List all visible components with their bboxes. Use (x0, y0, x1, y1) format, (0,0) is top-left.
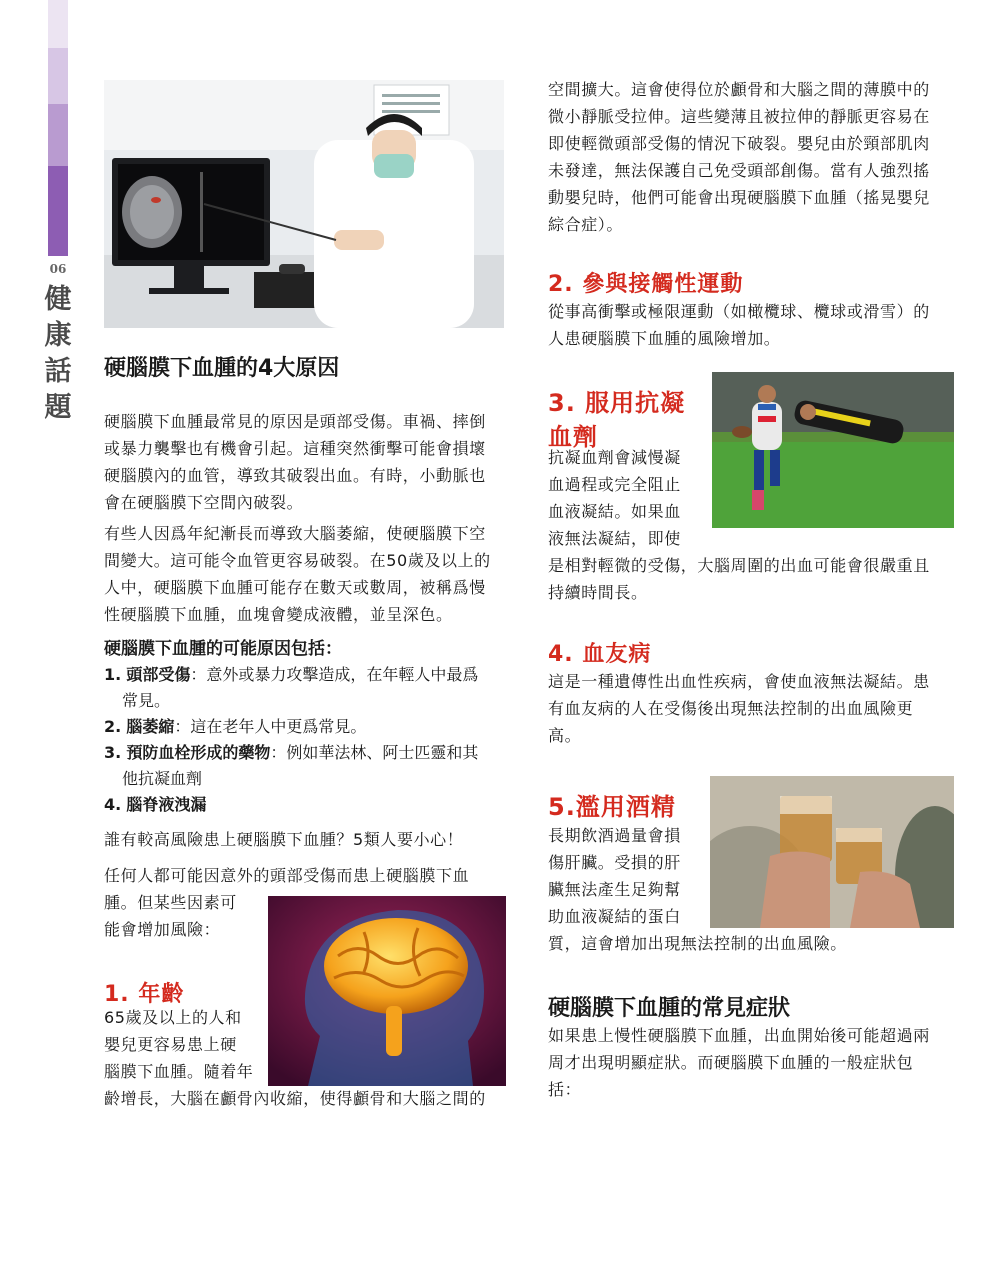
cause-item: 4. 腦脊液洩漏 (104, 795, 207, 814)
left-paragraph-2: 有些人因爲年紀漸長而導致大腦萎縮，使硬腦膜下空 間變大。這可能令血管更容易破裂。在50歲及以上的 人中，硬腦膜下血腫可能存在數天或數周，被稱爲慢 性硬腦膜下血腫，血塊會變成液體，並呈深色。 (104, 524, 491, 624)
cause-item-cont: 他抗凝血劑 (122, 769, 203, 788)
anticoag-paragraph: 抗凝血劑會減慢凝 血過程或完全阻止 血液凝結。如果血 液無法凝結，即使 是相對輕微的受傷，大腦周圍的出血可能會很嚴重且 持續時間長。 (548, 448, 930, 602)
causes-heading: 硬腦膜下血腫的可能原因包括： (104, 639, 342, 659)
risk-paragraph: 任何人都可能因意外的頭部受傷而患上硬腦膜下血 腫。但某些因素可 能會增加風險： (104, 866, 470, 939)
hemophilia-heading: 4. 血友病 (548, 642, 652, 667)
sports-paragraph: 從事高衝擊或極限運動（如橄欖球、欖球或滑雪）的 人患硬腦膜下血腫的風險增加。 (548, 302, 930, 348)
risk-question: 誰有較高風險患上硬腦膜下血腫？5類人要小心！ (104, 830, 464, 849)
symptoms-paragraph: 如果患上慢性硬腦膜下血腫，出血開始後可能超過兩 周才出現明顯症狀。而硬腦膜下血腫的一般症狀包 括： (548, 1026, 930, 1099)
sidebar-band-3 (48, 104, 68, 166)
sidebar-band-1 (48, 0, 68, 48)
causes-list (104, 662, 524, 818)
cause-item: 2. 腦萎縮：這在老年人中更爲常見。 (104, 717, 367, 736)
age-heading: 1. 年齡 (104, 982, 185, 1007)
sidebar-band-2 (48, 48, 68, 104)
page-number: 06 (49, 262, 67, 276)
age-paragraph: 65歲及以上的人和 嬰兒更容易患上硬 腦膜下血腫。隨着年 齡增長，大腦在顱骨內收縮，使得顱骨和大腦之間的 (104, 1008, 486, 1108)
alcohol-paragraph: 長期飲酒過量會損 傷肝臟。受損的肝 臟無法產生足夠幫 助血液凝結的蛋白 質，這會增加出現無法控制的出血風險。 (548, 826, 847, 953)
left-heading: 硬腦膜下血腫的4大原因 (104, 356, 340, 381)
symptoms-heading: 硬腦膜下血腫的常見症狀 (548, 996, 791, 1021)
hemophilia-paragraph: 這是一種遺傳性出血性疾病，會使血液無法凝結。患 有血友病的人在受傷後出現無法控制的出血風險更 高。 (548, 672, 930, 745)
anticoag-heading: 3. 服用抗凝 血劑 (548, 389, 686, 451)
age-continued-paragraph: 空間擴大。這會使得位於顱骨和大腦之間的薄膜中的 微小靜脈受拉伸。這些變薄且被拉伸的靜脈更容易在 即使輕微頭部受傷的情況下破裂。嬰兒由於頸部肌肉 未發達，無法保護自己免受頭部創傷。當有人強烈搖 動嬰兒時，他們可能會出現硬腦膜下血腫（搖晃嬰兒 綜合症）。 (548, 80, 930, 234)
alcohol-heading: 5.濫用酒精 (548, 793, 676, 821)
doctor-photo (104, 80, 504, 328)
section-title: 健 康 話 題 (44, 284, 72, 423)
cause-item-cont: 常見。 (122, 691, 171, 710)
sports-heading: 2. 參與接觸性運動 (548, 272, 744, 297)
cause-item: 3. 預防血栓形成的藥物：例如華法林、阿士匹靈和其 (104, 743, 479, 762)
cause-item: 1. 頭部受傷：意外或暴力攻擊造成，在年輕人中最爲 (104, 665, 479, 684)
sidebar-band-4 (48, 166, 68, 256)
left-paragraph-1: 硬腦膜下血腫最常見的原因是頭部受傷。車禍、摔倒 或暴力襲擊也有機會引起。這種突然衝擊可能會損壞 硬腦膜內的血管，導致其破裂出血。有時，小動脈也 會在硬腦膜下空間內破裂。 (104, 412, 486, 512)
